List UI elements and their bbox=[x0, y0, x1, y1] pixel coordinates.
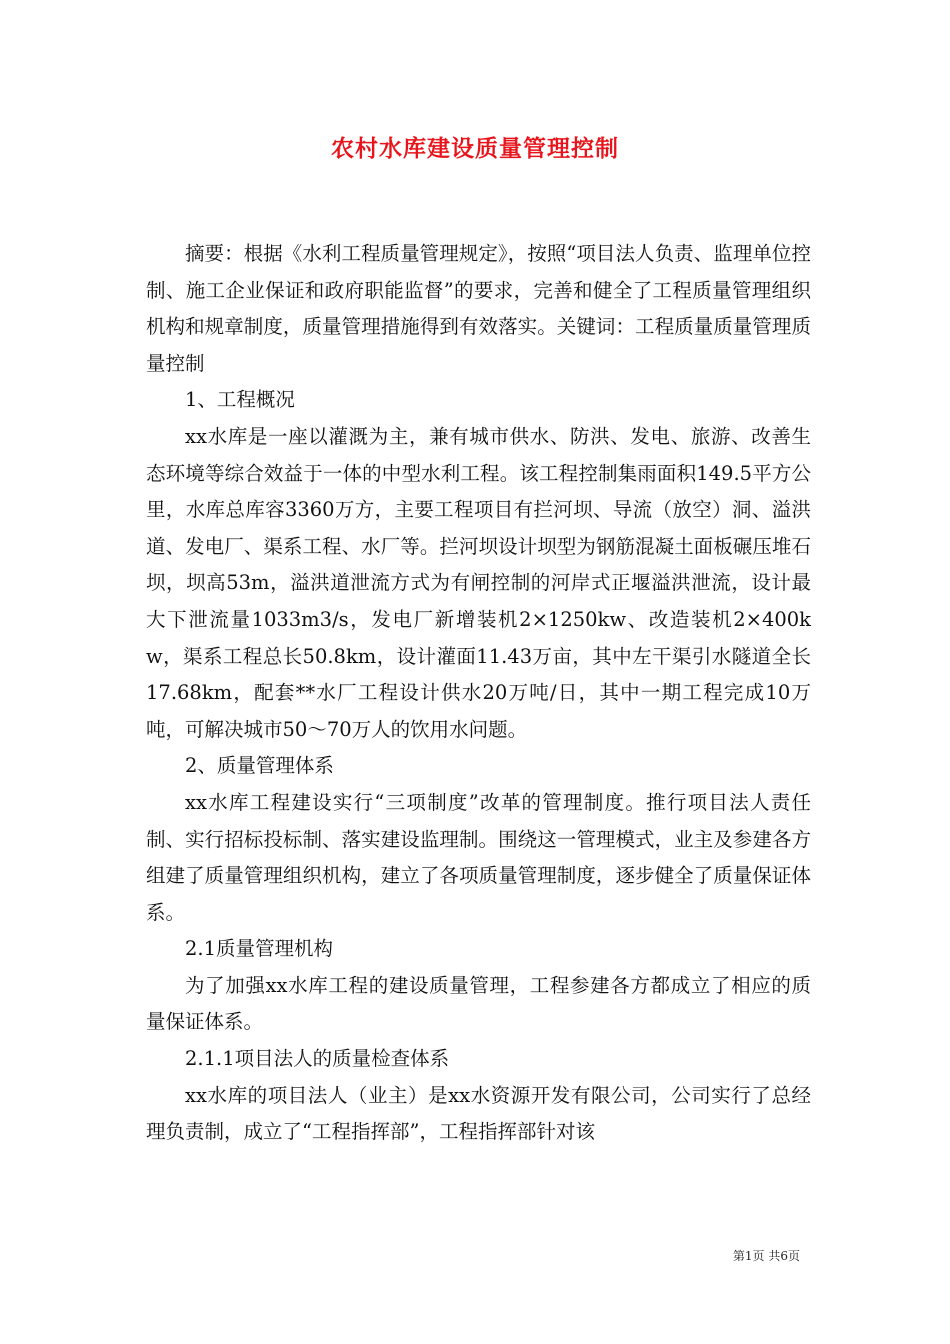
abstract-paragraph: 摘要：根据《水利工程质量管理规定》，按照“项目法人负责、监理单位控制、施工企业保证和政府职能监督”的要求，完善和健全了工程质量管理组织机构和规章制度，质量管理措施得到有效落实。关键词：工程质量质量管理质量控制 bbox=[146, 242, 811, 375]
subsection-heading-organization: 2.1质量管理机构 bbox=[185, 937, 334, 961]
overview-paragraph: xx水库是一座以灌溉为主，兼有城市供水、防洪、发电、旅游、改善生态环境等综合效益于一体的中型水利工程。该工程控制集雨面积149.5平方公里，水库总库容3360万方，主要工程项目有拦河坝、导流（放空）洞、溢洪道、发电厂、渠系工程、水厂等。拦河坝设计坝型为钢筋混凝土面板碾压堆石坝，坝高53m，溢洪道泄流方式为有闸控制的河岸式正堰溢洪泄流，设计最大下泄流量1033m3/s，发电厂新增装机2×1250kw、改造装机2×400kw，渠系工程总长50.8km，设计灌面11.43万亩，其中左干渠引水隧道全长17.68km，配套**水厂工程设计供水20万吨/日，其中一期工程完成10万吨，可解决城市50～70万人的饮用水问题。 bbox=[146, 424, 811, 741]
subsection-heading-inspection: 2.1.1项目法人的质量检查体系 bbox=[185, 1047, 450, 1071]
document-body bbox=[146, 236, 811, 1151]
inspection-paragraph: xx水库的项目法人（业主）是xx水资源开发有限公司，公司实行了总经理负责制，成立了“工程指挥部”，工程指挥部针对该 bbox=[146, 1083, 811, 1144]
section-heading-overview: 1、工程概况 bbox=[185, 388, 295, 412]
page-number: 第1页 共6页 bbox=[732, 1249, 800, 1263]
document-title: 农村水库建设质量管理控制 bbox=[331, 135, 619, 162]
organization-paragraph: 为了加强xx水库工程的建设质量管理，工程参建各方都成立了相应的质量保证体系。 bbox=[146, 973, 811, 1034]
section-heading-quality-system: 2、质量管理体系 bbox=[185, 754, 334, 778]
quality-system-paragraph: xx水库工程建设实行“三项制度”改革的管理制度。推行项目法人责任制、实行招标投标制、落实建设监理制。围绕这一管理模式，业主及参建各方组建了质量管理组织机构，建立了各项质量管理制度，逐步健全了质量保证体系。 bbox=[146, 790, 811, 924]
